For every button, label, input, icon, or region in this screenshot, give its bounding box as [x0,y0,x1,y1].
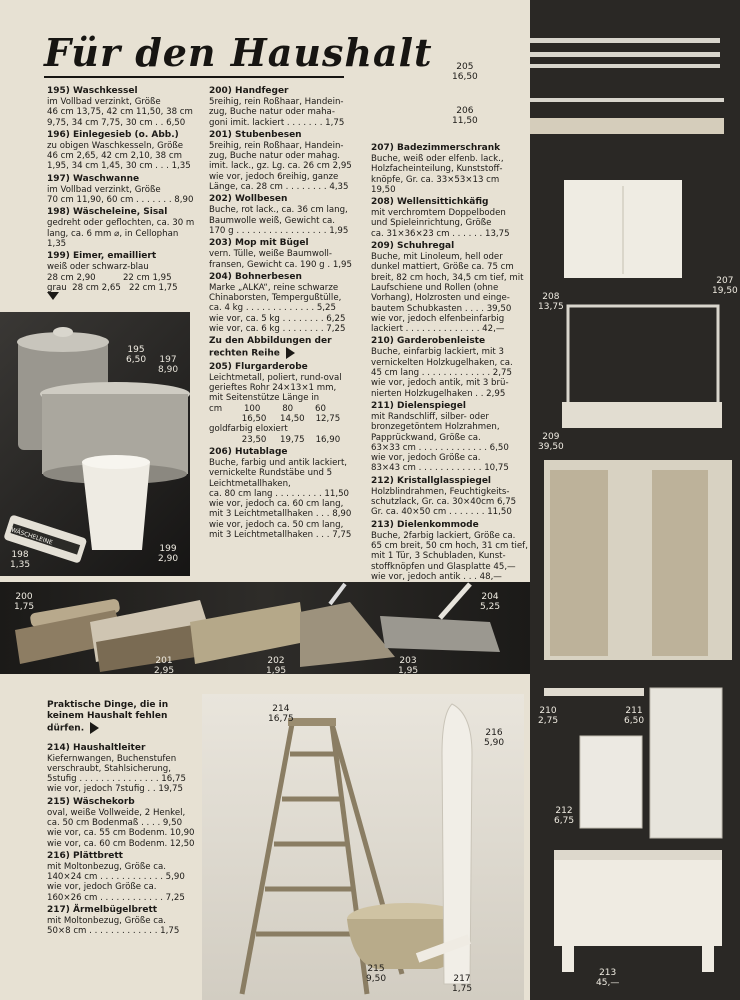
catalog-entry-line: 45 cm lang . . . . . . . . . . . . . 2,75 [371,368,512,379]
catalog-entry-line: Kiefernwangen, Buchenstufen [47,753,177,764]
price-label-214 [268,704,294,724]
catalog-entry-line: gerieftes Rohr 24×13×1 mm, [209,383,337,394]
catalog-entry-line: bautem Schubkasten . . . . 39,50 [371,303,512,314]
item-price: 6,50 [624,716,645,726]
price-label-206 [452,106,478,126]
price-label-213 [596,968,619,988]
catalog-entry-line: cm 100 80 60 [209,403,326,414]
item-number: 210 [539,706,557,716]
brushes-photo [0,582,530,674]
price-label-207 [712,276,738,296]
arrow-down-icon [47,292,59,300]
catalog-entry-line: wie vor, jedoch antik . . . 48,— [371,571,502,582]
catalog-entry [47,743,190,795]
item-price: 8,90 [158,365,179,375]
item-price: 16,75 [268,714,294,724]
item-number: 202 [267,656,285,666]
catalog-entry-line: Leichtmetallhaken, [209,478,291,489]
catalog-entry-heading: Zu den Abbildungen der rechten Reihe [209,336,332,359]
price-label-200 [14,592,34,612]
catalog-entry-heading: 197) Waschwanne [47,173,140,184]
catalog-entry-line: Marke „ALKA“, reine schwarze [209,282,339,293]
catalog-entry-line: Buche, einfarbig lackiert, mit 3 [371,347,504,358]
catalog-entry-line: oval, weiße Vollweide, 2 Henkel, [47,807,186,818]
catalog-entry [209,194,350,236]
price-label-195 [126,345,146,365]
item-number: 203 [399,656,417,666]
catalog-entry-line: Leichtmetall, poliert, rund-oval [209,372,342,383]
catalog-entry-line: Buche, 2farbig lackiert, Größe ca. [371,530,516,541]
catalog-entry-heading: 205) Flurgarderobe [209,361,308,372]
catalog-entry-heading: 210) Garderobenleiste [371,336,486,347]
price-label-212 [554,806,574,826]
catalog-entry-line: 83×43 cm . . . . . . . . . . . . 10,75 [371,463,509,474]
catalog-entry-line: 1,35 [47,238,67,249]
catalog-entry-line: wie vor, ca. 6 kg . . . . . . . . 7,25 [209,324,346,335]
catalog-entry-line: wie vor, jedoch Größe ca. [371,453,481,464]
catalog-entry-line: wie vor, jedoch 6reihig, ganze [209,171,339,182]
catalog-entry-line: bronzegetöntem Holzrahmen, [371,422,500,433]
catalog-entry [47,130,190,172]
text-column-2 [209,86,350,542]
catalog-entry-heading: 206) Hutablage [209,446,288,457]
catalog-entry-line: zu obigen Waschkesseln, Größe [47,140,184,151]
catalog-entry [371,197,513,239]
catalog-entry-heading: 215) Wäschekorb [47,796,135,807]
price-label-197 [158,355,178,375]
catalog-entry-line: wie vor, jedoch 7stufig . . 19,75 [47,784,183,795]
catalog-entry-line: imit. lack., gz. Lg. ca. 26 cm 2,95 [209,161,352,172]
catalog-entry-line: Buche, farbig und antik lackiert, [209,457,348,468]
catalog-entry [47,251,190,293]
catalog-entry-heading: 204) Bohnerbesen [209,271,302,282]
item-price: 9,50 [366,974,387,984]
catalog-entry-heading: 216) Plättbrett [47,850,123,861]
catalog-entry [371,336,513,398]
item-price: 1,35 [10,560,31,570]
catalog-entry-line: ca. 4 kg . . . . . . . . . . . . . 5,25 [209,303,336,314]
catalog-entry-heading: 214) Haushaltleiter [47,742,146,753]
catalog-entry [47,207,195,249]
catalog-entry-line: weiß oder schwarz-blau [47,262,149,273]
catalog-entry-heading: 217) Ärmelbügelbrett [47,905,158,916]
item-number: 201 [155,656,173,666]
catalog-entry-line: wie vor, ca. 55 cm Bodenm. 10,90 [47,828,195,839]
catalog-entry-line: Gr. ca. 40×50 cm . . . . . . . 11,50 [371,507,512,518]
catalog-entry-line: 63×33 cm . . . . . . . . . . . . . 6,50 [371,442,509,453]
item-number: 198 [11,550,29,560]
catalog-entry [209,130,350,192]
catalog-entry-heading: 195) Waschkessel [47,86,138,96]
catalog-entry [371,519,528,582]
catalog-entry-line: wie vor, jedoch ca. 60 cm lang, [209,499,344,510]
page-title: Für den Haushalt [44,30,433,75]
price-label-201 [154,656,174,676]
catalog-entry-line: mit Moltonbezug, Größe ca. [47,861,167,872]
catalog-entry-line: 65 cm breit, 50 cm hoch, 31 cm tief, [371,540,528,551]
catalog-entry-line: Länge, ca. 28 cm . . . . . . . . 4,35 [209,182,349,193]
item-number: 197 [159,355,177,365]
item-price: 6,50 [126,355,147,365]
catalog-entry [371,241,524,335]
catalog-entry-heading: 198) Wäscheleine, Sisal [47,207,168,218]
item-price: 5,25 [480,602,501,612]
item-price: 11,50 [452,116,478,126]
catalog-entry [371,143,513,195]
item-number: 216 [485,728,503,738]
item-number: 206 [456,106,474,116]
catalog-entry-line: 160×26 cm . . . . . . . . . . . . 7,25 [47,892,185,903]
catalog-entry-line: lang, ca. 6 mm ⌀, in Cellophan [47,228,179,239]
catalog-entry-line: zug, Buche natur oder maha- [209,107,335,118]
catalog-entry [209,336,350,360]
catalog-entry-heading: 209) Schuhregal [371,241,455,252]
item-price: 2,95 [154,666,175,676]
price-label-209 [538,432,564,452]
price-label-211 [624,706,644,726]
catalog-entry-line: ca. 31×36×23 cm . . . . . . 13,75 [371,228,510,239]
price-label-198 [10,550,30,570]
price-label-205 [452,62,478,82]
price-label-216 [484,728,504,748]
price-label-217 [452,974,472,994]
catalog-entry [47,173,194,206]
item-price: 2,90 [158,554,179,564]
item-number: 195 [127,345,145,355]
catalog-entry-line: 16,50 14,50 12,75 [209,414,341,425]
item-price: 1,75 [452,984,473,994]
catalog-entry-line: 140×24 cm . . . . . . . . . . . . 5,90 [47,872,185,883]
item-number: 217 [453,974,471,984]
catalog-entry-heading: 196) Einlegesieb (o. Abb.) [47,129,179,140]
catalog-entry-line: 46 cm 2,65, 42 cm 2,10, 38 cm [47,151,182,162]
catalog-entry-heading: 208) Wellensittichkäfig [371,197,489,208]
price-label-203 [398,656,418,676]
item-price: 1,95 [398,666,419,676]
catalog-entry-line: Buche, weiß oder elfenb. lack., [371,154,504,164]
catalog-entry-line: dunkel mattiert, Größe ca. 75 cm [371,262,514,273]
item-number: 200 [15,592,33,602]
item-price: 6,75 [554,816,575,826]
item-number: 205 [456,62,474,72]
catalog-entry-line: goldfarbig eloxiert [209,424,288,435]
catalog-entry-line: 9,75, 34 cm 7,75, 30 cm . . 6,50 [47,117,186,128]
catalog-entry-line: wie vor, jedoch antik, mit 3 brü- [371,378,509,389]
catalog-entry-line: vernickelten Holzkugelhaken, ca. [371,357,513,368]
catalog-entry-line: im Vollbad verzinkt, Größe [47,97,161,107]
item-number: 214 [272,704,290,714]
item-price: 5,90 [484,738,505,748]
catalog-entry-line: mit 3 Leichtmetallhaken . . . 7,75 [209,530,352,540]
catalog-entry-line: 5reihig, rein Roßhaar, Handein- [209,97,344,107]
price-label-202 [266,656,286,676]
item-price: 39,50 [538,442,564,452]
catalog-entry-heading: 201) Stubenbesen [209,129,302,140]
catalog-entry [209,362,350,445]
arrow-right-icon [90,722,99,734]
brand-label: WÄSCHELEINE [10,526,54,547]
catalog-entry-line: wie vor, jedoch elfenbeinfarbig [371,313,505,324]
item-number: 204 [481,592,499,602]
catalog-entry-line: knöpfe, Gr. ca. 33×53×13 cm [371,174,500,185]
item-number: 211 [625,706,643,716]
catalog-entry-line: ca. 80 cm lang . . . . . . . . . 11,50 [209,488,350,499]
catalog-entry-line: fransen, Gewicht ca. 190 g . 1,95 [209,259,352,270]
catalog-entry-line: grau 28 cm 2,65 22 cm 1,75 [47,282,178,293]
item-number: 213 [599,968,617,978]
catalog-entry-heading: 203) Mop mit Bügel [209,238,309,249]
item-price: 16,50 [452,72,478,82]
catalog-entry-line: lackiert . . . . . . . . . . . . . . 42,— [371,324,505,335]
catalog-entry [47,851,190,903]
catalog-entry-line: vernickelte Rundstäbe und 5 [209,468,333,479]
item-price: 45,— [596,978,620,988]
text-column-4 [47,700,195,939]
catalog-entry [47,905,190,937]
catalog-entry-line: Vorhang), Holzrosten und einge- [371,293,510,304]
catalog-entry-line: mit Randschliff, silber- oder [371,411,489,422]
item-number: 199 [159,544,177,554]
item-number: 207 [716,276,734,286]
catalog-entry-line: ca. 50 cm Bodenmaß . . . . 9,50 [47,817,183,828]
catalog-entry-line: 23,50 19,75 16,90 [209,434,341,445]
item-price: 1,75 [14,602,35,612]
catalog-entry-heading: 213) Dielenkommode [371,519,479,530]
catalog-entry-line: mit 1 Tür, 3 Schubladen, Kunst- [371,551,506,562]
price-label-204 [480,592,500,612]
catalog-entry [371,401,513,474]
catalog-entry-line: Papprückwand, Größe ca. [371,432,481,443]
catalog-entry-line: verschraubt, Stahlsicherung, [47,763,171,774]
laundry-photo [0,312,190,576]
catalog-entry-heading: 199) Eimer, emailliert [47,251,157,262]
catalog-entry-line: wie vor, ca. 5 kg . . . . . . . . 6,25 [209,313,346,324]
catalog-entry-line: Baumwolle weiß, Gewicht ca. [209,215,335,226]
catalog-entry-line: breit, 82 cm hoch, 34,5 cm tief, mit [371,272,524,283]
catalog-entry-heading: 202) Wollbesen [209,194,288,205]
item-price: 2,75 [538,716,559,726]
catalog-entry-line: 19,50 [371,184,396,195]
catalog-entry-line: 170 g . . . . . . . . . . . . . . . . . 1,95 [209,225,349,236]
catalog-entry-line: 5stufig . . . . . . . . . . . . . . . 16,75 [47,774,186,785]
catalog-entry [47,86,193,128]
catalog-entry-line: mit Seitenstütze Länge in [209,393,320,404]
furniture-illustration [530,0,740,1000]
catalog-entry-line: mit Moltonbezug, Größe ca. [47,916,167,927]
catalog-entry-line: wie vor, jedoch Größe ca. [47,882,157,893]
price-label-215 [366,964,386,984]
brushes-illustration [0,582,530,674]
catalog-entry-line: mit verchromtem Doppelboden [371,208,506,219]
catalog-entry-line: Buche, mit Linoleum, hell oder [371,252,503,263]
catalog-entry [209,238,350,270]
catalog-entry-line: wie vor, ca. 60 cm Bodenm. 12,50 [47,838,195,849]
catalog-entry-line: Holzfacheinteilung, Kunststoff- [371,164,503,175]
item-price: 1,95 [266,666,287,676]
catalog-entry-line: mit 3 Leichtmetallhaken . . . 8,90 [209,509,352,520]
catalog-entry-line: Buche, rot lack., ca. 36 cm lang, [209,205,348,216]
price-label-199 [158,544,178,564]
price-label-208 [538,292,564,312]
catalog-entry-line: 5reihig, rein Roßhaar, Handein- [209,140,344,151]
household-photo [202,694,524,1000]
catalog-entry-heading: 212) Kristallglasspiegel [371,475,492,486]
catalog-entry-line: gedreht oder geflochten, ca. 30 m [47,218,195,229]
catalog-entry-line: nierten Holzkugelhaken . . 2,95 [371,388,506,399]
catalog-entry-line: 46 cm 13,75, 42 cm 11,50, 38 cm [47,107,193,118]
catalog-entry-line: schutzlack, Gr. ca. 30×40cm 6,75 [371,497,517,508]
catalog-entry-line: stoffknöpfen und Glasplatte 45,— [371,561,516,572]
title-underline [44,76,344,78]
catalog-entry-line: im Vollbad verzinkt, Größe [47,184,161,195]
catalog-entry-line: 50×8 cm . . . . . . . . . . . . . 1,75 [47,926,180,937]
price-label-210 [538,706,558,726]
catalog-entry [209,86,350,128]
catalog-entry-heading: 207) Badezimmerschrank [371,143,501,153]
catalog-entry-heading: 211) Dielenspiegel [371,400,466,411]
item-number: 212 [555,806,573,816]
item-number: 209 [542,432,560,442]
catalog-entry-line: Holzblindrahmen, Feuchtigkeits- [371,486,510,497]
item-price: 19,50 [712,286,738,296]
catalog-entry-line: zug, Buche natur oder mahag. [209,151,341,162]
catalog-entry-line: goni imit. lackiert . . . . . . . 1,75 [209,117,345,128]
catalog-entry-line: 28 cm 2,90 22 cm 1,95 [47,272,172,283]
catalog-entry [371,475,517,518]
catalog-entry-line: wie vor, jedoch ca. 50 cm lang, [209,519,344,530]
catalog-entry [209,447,350,540]
arrow-right-icon [286,347,295,359]
catalog-entry-line: und Spieleinrichtung, Größe [371,218,492,229]
catalog-entry-line: vern. Tülle, weiße Baumwoll- [209,249,332,260]
catalog-entry-heading: 200) Handfeger [209,86,289,96]
catalog-entry [209,272,350,334]
item-number: 208 [542,292,560,302]
ladder-basket-board-illustration [202,694,524,1000]
catalog-entry [47,796,195,849]
catalog-entry-line: Chinaborsten, Tempergußtülle, [209,293,342,304]
item-number: 215 [367,964,385,974]
catalog-entry-line: 70 cm 11,90, 60 cm . . . . . . . 8,90 [47,195,194,206]
section-intro: Praktische Dinge, die in keinem Haushalt fehlen dürfen. [47,700,169,734]
catalog-entry-line: Laufschiene und Rollen (ohne [371,282,499,293]
item-price: 13,75 [538,302,564,312]
text-column-3 [371,143,528,584]
text-column-1 [47,86,195,295]
catalog-entry-line: 1,95, 34 cm 1,45, 30 cm . . . 1,35 [47,161,191,172]
